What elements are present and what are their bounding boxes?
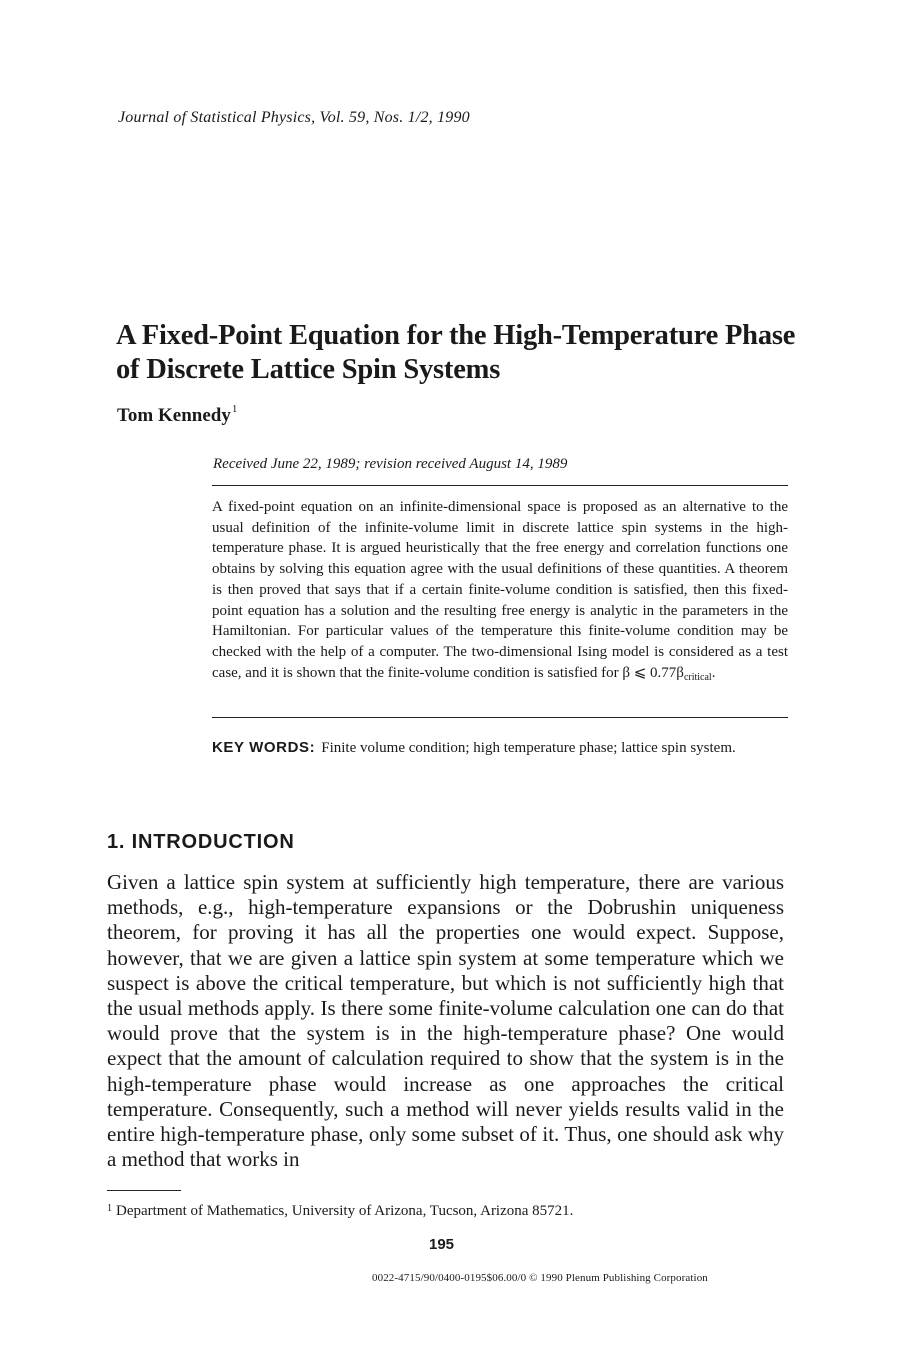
abstract xyxy=(212,497,788,688)
footnote-text: Department of Mathematics, University of Arizona, Tucson, Arizona 85721. xyxy=(116,1203,574,1219)
footnote xyxy=(107,1203,573,1220)
introduction-body: Given a lattice spin system at sufficiently high temperature, there are various methods, e.g., high-temperature expansions or the Dobrushin uniqueness theorem, for proving it has all the properties one would expect. Suppose, however, that we are given a lattice spin system at some temperature which we suspect is above the critical temperature, but which is not sufficiently high that the usual methods apply. Is there some finite-volume calculation one can do that would prove that the system is in the high-temperature phase? One would expect that the amount of calculation required to show that the system is in the high-temperature phase would increase as one approaches the critical temperature. Consequently, such a method will never yields results valid in the entire high-temperature phase, only some subset of it. Thus, one should ask why a method that works in xyxy=(107,870,784,1172)
author-footnote-mark: 1 xyxy=(231,403,238,415)
key-words-label: KEY WORDS: xyxy=(212,739,316,756)
author-name: Tom Kennedy xyxy=(117,405,231,426)
abstract-text: A fixed-point equation on an infinite-dimensional space is proposed as an alternative to the usual definition of the infinite-volume limit in discrete lattice spin systems in the high-temperature phase. It is argued heuristically that the free energy and correlation functions one obtains by solving this equation agree with the usual definitions of these quantities. A theorem is then proved that says that if a certain finite-volume condition is satisfied, then this fixed-point equation has a solution and the resulting free energy is analytic in the parameters in the Hamiltonian. For particular values of the temperature this finite-volume condition may be checked with the help of a computer. The two-dimensional Ising model is considered as a test case, and it is shown that the finite-volume condition is satisfied for xyxy=(212,499,788,681)
footnote-mark: 1 xyxy=(107,1203,112,1214)
page-number: 195 xyxy=(428,1236,455,1253)
abstract-formula: β ⩽ 0.77β xyxy=(622,664,684,681)
footnote-rule xyxy=(107,1190,181,1191)
abstract-top-rule xyxy=(212,485,788,486)
author xyxy=(117,405,237,427)
section-heading: 1. INTRODUCTION xyxy=(107,831,295,853)
paper-title: A Fixed-Point Equation for the High-Temperature Phase of Discrete Lattice Spin Systems xyxy=(116,320,796,385)
key-words-text: Finite volume condition; high temperature phase; lattice spin system. xyxy=(321,740,736,756)
key-words xyxy=(212,738,788,758)
journal-citation: Journal of Statistical Physics, Vol. 59, Nos. 1/2, 1990 xyxy=(118,109,470,126)
abstract-formula-subscript: critical xyxy=(683,671,712,683)
received-dates: Received June 22, 1989; revision received August 14, 1989 xyxy=(213,456,568,472)
abstract-end: . xyxy=(711,664,716,681)
abstract-bottom-rule xyxy=(212,717,788,718)
copyright-line: 0022-4715/90/0400-0195$06.00/0 © 1990 Plenum Publishing Corporation xyxy=(372,1272,708,1284)
